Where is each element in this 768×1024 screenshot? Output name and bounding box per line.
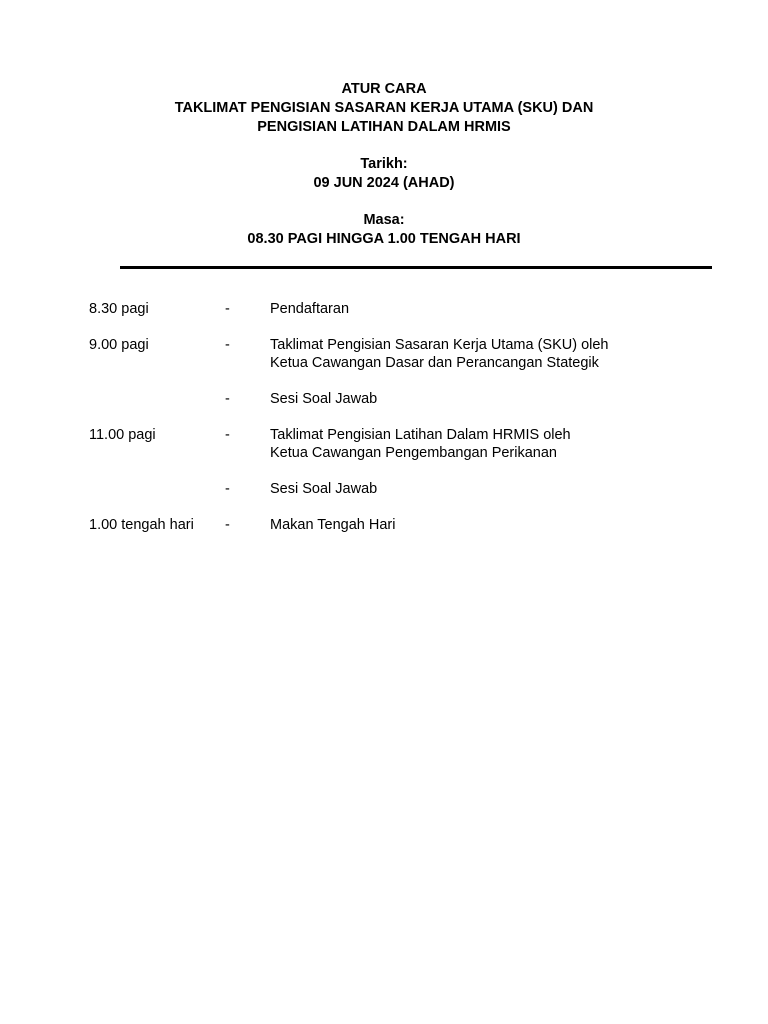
schedule-time: 8.30 pagi [89, 301, 149, 317]
schedule-row [89, 480, 709, 498]
schedule-time: 1.00 tengah hari [89, 517, 194, 533]
document-subtitle-line-2: PENGISIAN LATIHAN DALAM HRMIS [257, 119, 511, 135]
schedule-dash: - [225, 301, 230, 317]
schedule-description [270, 426, 709, 462]
schedule-description [270, 336, 709, 372]
schedule-description-line: Taklimat Pengisian Sasaran Kerja Utama (SKU) oleh [270, 337, 609, 353]
schedule-dash: - [225, 481, 230, 497]
document-header [0, 80, 768, 249]
document-subtitle-line-1: TAKLIMAT PENGISIAN SASARAN KERJA UTAMA (SKU) DAN [174, 100, 594, 116]
schedule-time [89, 480, 225, 498]
schedule-row [89, 426, 709, 462]
time-value: 08.30 PAGI HINGGA 1.00 TENGAH HARI [247, 231, 521, 247]
schedule-row [89, 300, 709, 318]
schedule-description [270, 390, 709, 408]
schedule-row [89, 390, 709, 408]
schedule-description-line: Makan Tengah Hari [270, 517, 396, 533]
schedule-row [89, 336, 709, 372]
schedule-dash: - [225, 517, 230, 533]
schedule-description [270, 516, 709, 534]
schedule-dash: - [225, 427, 230, 443]
schedule-time: 9.00 pagi [89, 337, 149, 353]
schedule-description-line: Ketua Cawangan Pengembangan Perikanan [270, 445, 557, 461]
schedule-dash: - [225, 391, 230, 407]
divider-rule [120, 266, 712, 269]
schedule-description-line: Sesi Soal Jawab [270, 391, 378, 407]
schedule-time [89, 390, 225, 408]
date-label: Tarikh: [360, 156, 408, 172]
schedule-time: 11.00 pagi [89, 427, 156, 443]
time-label: Masa: [363, 212, 405, 228]
schedule-description-line: Ketua Cawangan Dasar dan Perancangan Stategik [270, 355, 599, 371]
schedule-description-line: Taklimat Pengisian Latihan Dalam HRMIS oleh [270, 427, 571, 443]
schedule-description [270, 300, 709, 318]
schedule-list [89, 300, 709, 552]
schedule-row [89, 516, 709, 534]
schedule-description-line: Sesi Soal Jawab [270, 481, 378, 497]
document-title: ATUR CARA [341, 81, 427, 97]
date-value: 09 JUN 2024 (AHAD) [313, 175, 455, 191]
schedule-dash: - [225, 337, 230, 353]
schedule-description [270, 480, 709, 498]
schedule-description-line: Pendaftaran [270, 301, 350, 317]
